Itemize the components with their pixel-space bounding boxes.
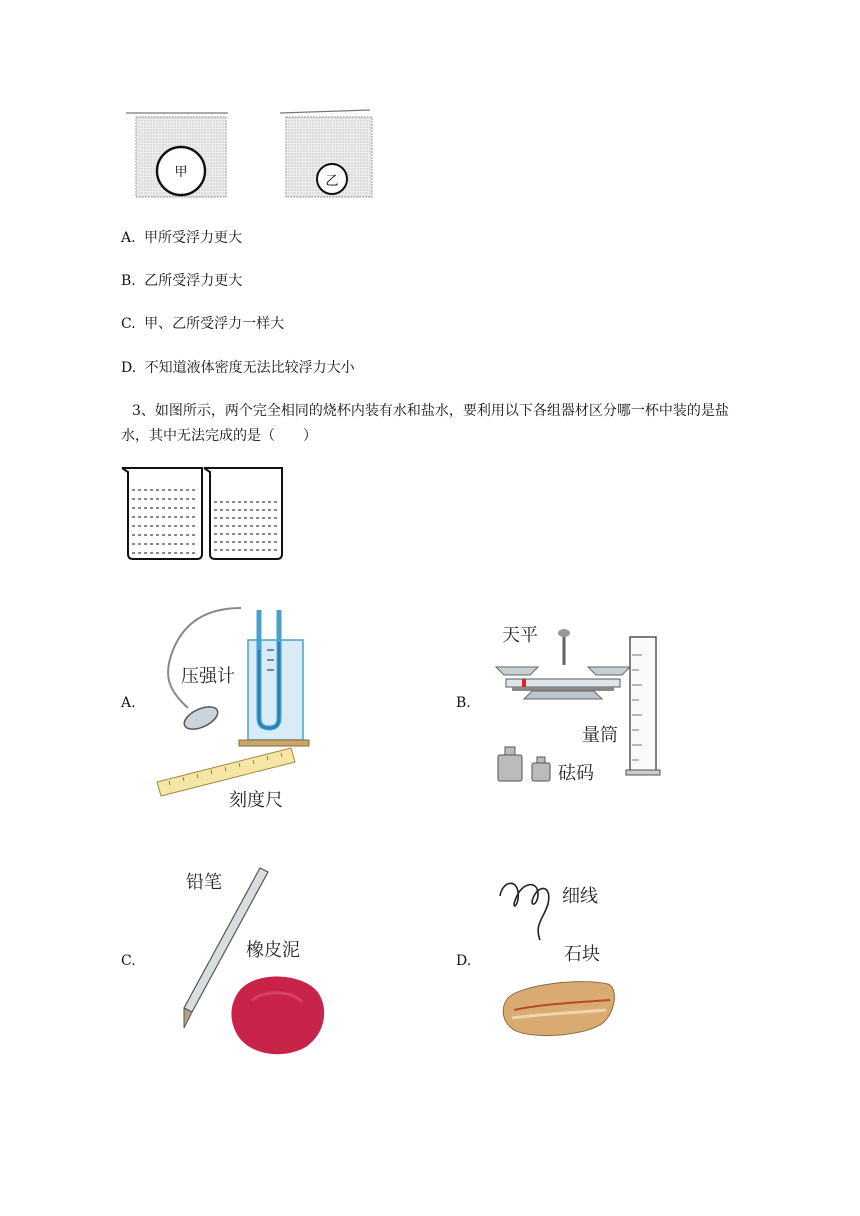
option-letter: B. [121,273,136,289]
object-jia-label: 甲 [174,165,188,180]
q3-stem-line2: 水，其中无法完成的是（ ） [121,428,317,444]
q3-option-d-letter: D. [456,953,472,969]
beaker-right [204,468,282,559]
q3-option-b-figure [482,615,667,815]
q2-option-d [121,357,355,377]
label-ruler: 刻度尺 [229,790,283,811]
option-text: 乙所受浮力更大 [144,273,243,289]
q3-option-c-letter: C. [121,953,136,969]
q2-option-c [121,313,284,333]
q2-option-b [121,270,242,290]
option-letter: A. [121,230,136,246]
q3-option-d-figure [492,860,632,1060]
container-jia [126,113,228,197]
stone-icon [503,982,614,1036]
option-text: 甲所受浮力更大 [144,230,243,246]
label-pressure-gauge: 压强计 [181,666,235,687]
graduated-cylinder-icon [626,637,660,775]
clay-icon [231,977,324,1055]
container-yi [280,110,372,197]
q2-option-a [121,227,242,247]
q3-stem-line1: 3、如图所示，两个完全相同的烧杯内装有水和盐水，要利用以下各组器材区分哪一杯中装的是盐 [132,403,729,419]
q3-option-c-figure [180,860,335,1065]
label-thread: 细线 [562,886,598,907]
weights-icon [498,747,550,781]
label-weights: 砝码 [558,763,594,784]
label-cylinder: 量筒 [582,725,618,746]
label-pencil: 铅笔 [186,872,222,893]
q3-option-b-letter: B. [456,695,471,711]
beaker-left [122,468,202,559]
label-clay: 橡皮泥 [246,940,300,961]
object-yi-label: 乙 [325,174,339,189]
q3-option-a-letter: A. [121,695,136,711]
option-text: 不知道液体密度无法比较浮力大小 [144,360,355,376]
thread-icon [500,883,549,940]
q2-containers-figure [120,105,380,205]
option-text: 甲、乙所受浮力一样大 [144,316,285,332]
ruler-icon [157,748,295,796]
q3-beakers-figure [118,462,290,564]
option-letter: C. [121,316,136,332]
label-balance: 天平 [502,625,538,646]
label-stone: 石块 [564,944,600,965]
option-letter: D. [121,360,137,376]
q3-option-a-figure [143,600,313,820]
